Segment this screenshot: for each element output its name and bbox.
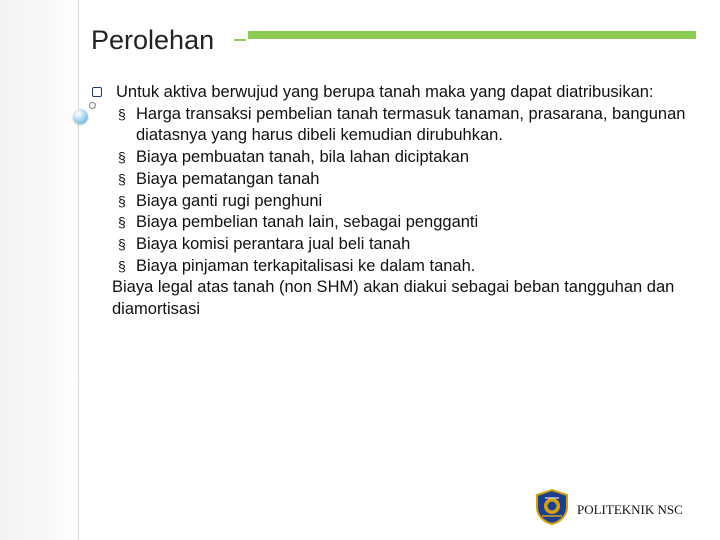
title-accent-bar: [248, 31, 696, 39]
politeknik-logo-icon: [534, 489, 570, 525]
list-item: § Biaya pinjaman terkapitalisasi ke dalam tanah.: [116, 256, 692, 278]
decor-circle-large: [73, 109, 88, 124]
square-bullet-icon: §: [118, 192, 126, 209]
square-bullet-icon: §: [118, 257, 126, 274]
square-bullet-icon: §: [118, 170, 126, 187]
main-point-text: Untuk aktiva berwujud yang berupa tanah maka yang dapat diatribusikan:: [116, 83, 654, 101]
list-item: § Biaya pematangan tanah: [116, 169, 692, 191]
list-item: § Biaya ganti rugi penghuni: [116, 191, 692, 213]
sub-bullet-list: [116, 104, 692, 278]
list-item: § Biaya pembuatan tanah, bila lahan diciptakan: [116, 147, 692, 169]
note-text: Biaya legal atas tanah (non SHM) akan diakui sebagai beban tangguhan dan diamortisasi: [112, 278, 675, 319]
left-decor-panel: [0, 0, 78, 540]
main-point: [92, 82, 692, 277]
slide-title: Perolehan: [91, 25, 215, 55]
square-bullet-icon: §: [118, 149, 126, 166]
list-item: § Biaya komisi perantara jual beli tanah: [116, 234, 692, 256]
square-bullet-icon: §: [118, 214, 126, 231]
slide-content: [92, 82, 692, 321]
logo-text: POLITEKNIK NSC: [577, 502, 683, 517]
list-item: § Biaya pembelian tanah lain, sebagai pengganti: [116, 212, 692, 234]
square-bullet-icon: §: [118, 235, 126, 252]
left-divider-line: [78, 0, 79, 540]
list-item: § Harga transaksi pembelian tanah termasuk tanaman, prasarana, bangunan diatasnya yang harus dibeli kemudian dirubuhkan.: [118, 104, 686, 145]
title-accent-bar-small: [234, 39, 246, 41]
square-bullet-icon: §: [118, 105, 126, 122]
checkbox-bullet-icon: [92, 87, 102, 97]
